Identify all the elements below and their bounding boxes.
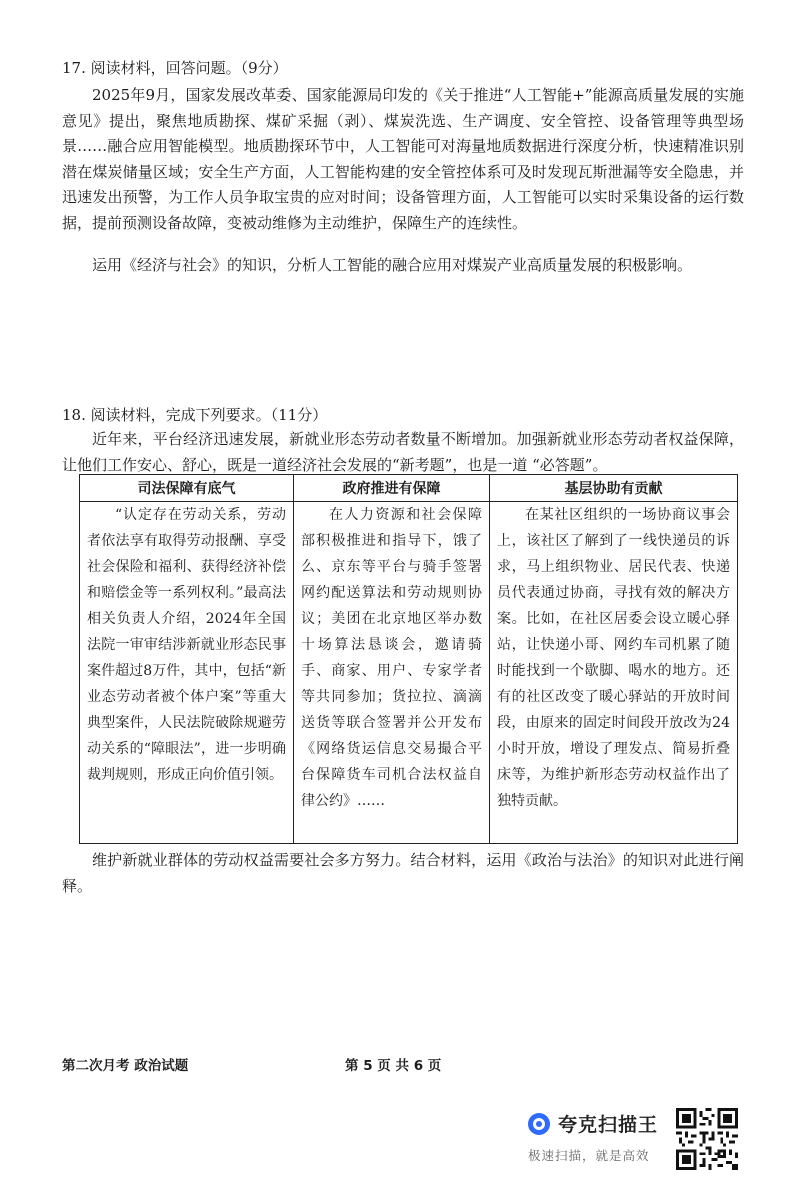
qr-code-icon	[676, 1108, 738, 1170]
quark-logo-icon	[528, 1113, 550, 1135]
scanner-watermark	[528, 1110, 678, 1164]
q17-material: 2025年9月，国家发展改革委、国家能源局印发的《关于推进“人工智能+”能源高质量发展的实施意见》提出，聚焦地质勘探、煤矿采掘（剥）、煤炭洗选、生产调度、安全管控、设备管理等典型场景……融合应用智能模型。地质勘探环节中，人工智能可对海量地质数据进行深度分析，快速精准识别潜在煤炭储量区域；安全生产方面，人工智能构建的安全管控体系可及时发现瓦斯泄漏等安全隐患，并迅速发出预警，为工作人员争取宝贵的应对时间；设备管理方面，人工智能可以实时采集设备的运行数据，提前预测设备故障，变被动维修为主动维护，保障生产的连续性。	[62, 86, 744, 232]
column-header-government: 政府推进有保障	[294, 475, 490, 502]
q18-question: 维护新就业群体的劳动权益需要社会多方努力。结合材料，运用《政治与法治》的知识对此进行阐释。	[62, 851, 744, 895]
footer-exam-title: 第二次月考 政治试题	[62, 1058, 189, 1074]
watermark-slogan: 极速扫描，就是高效	[528, 1148, 650, 1163]
q17-question: 运用《经济与社会》的知识，分析人工智能的融合应用对煤炭产业高质量发展的积极影响。	[92, 256, 693, 274]
column-header-judicial: 司法保障有底气	[80, 475, 294, 502]
column-body-community: 在某社区组织的一场协商议事会上，该社区了解到了一线快递员的诉求，马上组织物业、居民代表、快递员代表通过协商，寻找有效的解决方案。比如，在社区居委会设立暖心驿站，让快递小哥、网约车司机累了随时能找到一个歇脚、喝水的地方。还有的社区改变了暖心驿站的开放时间段，由原来的固定时间段开放改为24小时开放，增设了理发点、简易折叠床等，为维护新形态劳动权益作出了独特贡献。	[490, 502, 738, 844]
column-header-community: 基层协助有贡献	[490, 475, 738, 502]
q17-title: 17. 阅读材料，回答问题。（9分）	[62, 59, 288, 77]
q18-title: 18. 阅读材料，完成下列要求。（11分）	[62, 406, 328, 424]
column-body-government: 在人力资源和社会保障部积极推进和指导下，饿了么、京东等平台与骑手签署网约配送算法和劳动规则协议；美团在北京地区举办数十场算法恳谈会，邀请骑手、商家、用户、专家学者等共同参加；货拉拉、滴滴送货等联合签署并公开发布《网络货运信息交易撮合平台保障货车司机合法权益自律公约》……	[294, 502, 490, 844]
material-table	[79, 474, 738, 844]
watermark-brand: 夸克扫描王	[558, 1114, 659, 1136]
column-body-judicial: “认定存在劳动关系，劳动者依法享有取得劳动报酬、享受社会保险和福利、获得经济补偿和赔偿金等一系列权利。”最高法相关负责人介绍，2024年全国法院一审审结涉新就业形态民事案件超过8万件，其中，包括“新业态劳动者被个体户案”等重大典型案件，人民法院破除规避劳动关系的“障眼法”，进一步明确裁判规则，形成正向价值引领。	[80, 502, 294, 844]
q18-intro: 近年来，平台经济迅速发展，新就业形态劳动者数量不断增加。加强新就业形态劳动者权益保障，让他们工作安心、舒心，既是一道经济社会发展的“新考题”，也是一道 “必答题”。	[62, 430, 744, 474]
footer-page-number: 第 5 页 共 6 页	[345, 1058, 442, 1074]
